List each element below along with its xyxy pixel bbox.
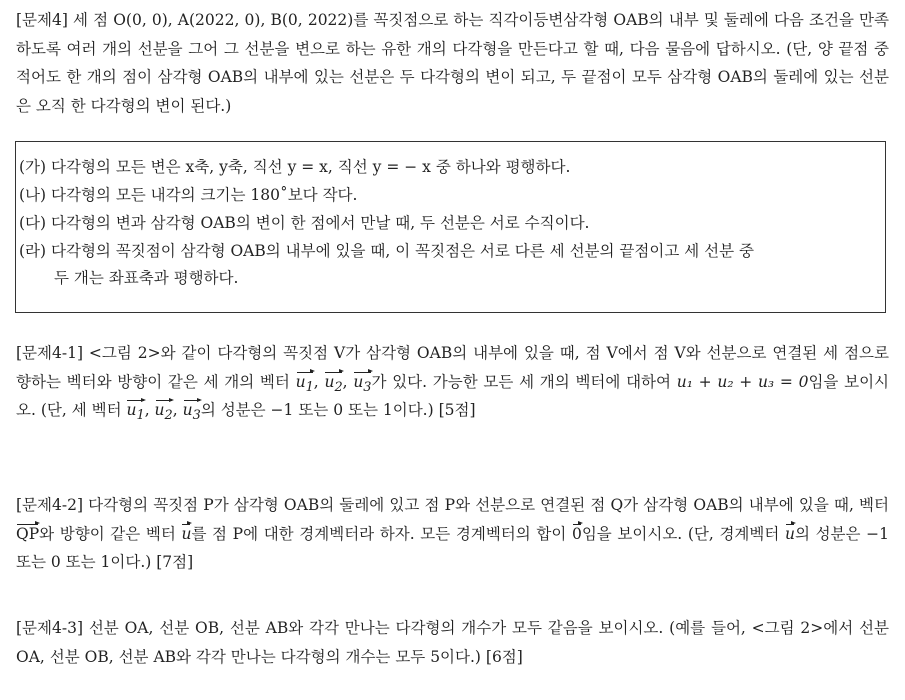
q42-part5: 의 성분은 −1 또는 0 또는 1이다.) [7점] <box>16 524 889 571</box>
condition-ra-line2: 두 개는 좌표축과 평행하다. <box>54 269 239 287</box>
q42-part4: 임을 보이시오. (단, 경계벡터 <box>581 524 785 543</box>
vector-u1: $u_1$ <box>296 369 314 395</box>
condition-ra <box>19 238 881 292</box>
vector-u2-b: $u_2$ <box>155 397 173 423</box>
q42-part3: 를 점 P에 대한 경계벡터라 하자. 모든 경계벡터의 합이 <box>191 524 572 543</box>
problem4-intro: [문제4] 세 점 O(0, 0), A(2022, 0), B(0, 2022)를 꼭짓점으로 하는 직각이등변삼각형 OAB의 내부 및 둘레에 다음 조건을 만족하도록 여러 개의 선분을 그어 그 선분을 변으로 하는 유한 개의 다각형을 만든다고 할 때, 다음 물음에 답하시오. (단, 양 끝점 중 적어도 한 개의 점이 삼각형 OAB의 내부에 있는 선분은 두 다각형의 변이 되고, 두 끝점이 모두 삼각형 OAB의 둘레에 있는 선분은 오직 한 다각형의 변이 된다.) <box>16 11 889 115</box>
vector-u1-b: $u_1$ <box>126 397 144 423</box>
question-4-1: [문제4-1] <그림 2>와 같이 다각형의 꼭짓점 V가 삼각형 OAB의 내부에 있을 때, 점 V에서 점 V와 선분으로 연결된 세 점으로 향하는 벡터와 방향이 같은 세 개의 벡터 $u_1$, $u_2$, $u_3$가 있다. 가능한 모든 세 개의 벡터에 대하여 u₁ + u₂ + u₃ = 0임을 보이시오. (단, 세 벡터 $u_1$, $u_2$, $u_3$의 성분은 −1 또는 0 또는 1이다.) [5점] <box>16 344 890 424</box>
q41-sep1: , <box>313 372 325 391</box>
vector-u-b: u <box>785 521 795 543</box>
vector-u: u <box>181 521 191 543</box>
q41-sep2: , <box>342 372 354 391</box>
vector-u3-b: $u_3$ <box>183 397 201 423</box>
q41-part3: 임을 보이시오. (단, 세 벡터 <box>16 372 890 419</box>
question-4-2 <box>16 491 889 577</box>
q42-part1: [문제4-2] 다각형의 꼭짓점 P가 삼각형 OAB의 둘레에 있고 점 P와 선분으로 연결된 점 Q가 삼각형 OAB의 내부에 있을 때, 벡터 <box>16 496 889 514</box>
vector-qp: QP <box>16 521 39 543</box>
q41-part1: [문제4-1] <그림 2>와 같이 다각형의 꼭짓점 V가 삼각형 OAB의 내부에 있을 때, 점 V에서 점 V와 선분으로 연결된 세 점으로 향하는 벡터와 방향이 같은 세 개의 벡터 <box>16 344 889 391</box>
vector-sum-equation: u₁ + u₂ + u₃ = 0 <box>676 372 809 391</box>
q41-part4: 의 성분은 −1 또는 0 또는 1이다.) [5점] <box>200 401 476 419</box>
question-4-3: [문제4-3] 선분 OA, 선분 OB, 선분 AB와 각각 만나는 다각형의 개수가 모두 같음을 보이시오. (예를 들어, <그림 2>에서 선분 OA, 선분 OB, 선분 AB와 각각 만나는 다각형의 개수는 모두 5이다.) [6점] <box>16 619 889 666</box>
condition-ga: (가) 다각형의 모든 변은 x축, y축, 직선 y = x, 직선 y = − x 중 하나와 평행하다. <box>19 158 571 176</box>
q41-part2: 가 있다. 가능한 모든 세 개의 벡터에 대하여 <box>371 372 677 391</box>
condition-da: (다) 다각형의 변과 삼각형 OAB의 변이 한 점에서 만날 때, 두 선분은 서로 수직이다. <box>19 214 590 232</box>
zero-vector: 0 <box>572 521 582 543</box>
vector-u3: $u_3$ <box>353 369 371 395</box>
condition-ra-line1: (라) 다각형의 꼭짓점이 삼각형 OAB의 내부에 있을 때, 이 꼭짓점은 서로 다른 세 선분의 끝점이고 세 선분 중 <box>19 242 754 260</box>
conditions-box <box>15 141 886 313</box>
vector-u2: $u_2$ <box>324 369 342 395</box>
q42-part2: 와 방향이 같은 벡터 <box>39 524 182 543</box>
condition-na: (나) 다각형의 모든 내각의 크기는 180˚보다 작다. <box>19 186 358 204</box>
